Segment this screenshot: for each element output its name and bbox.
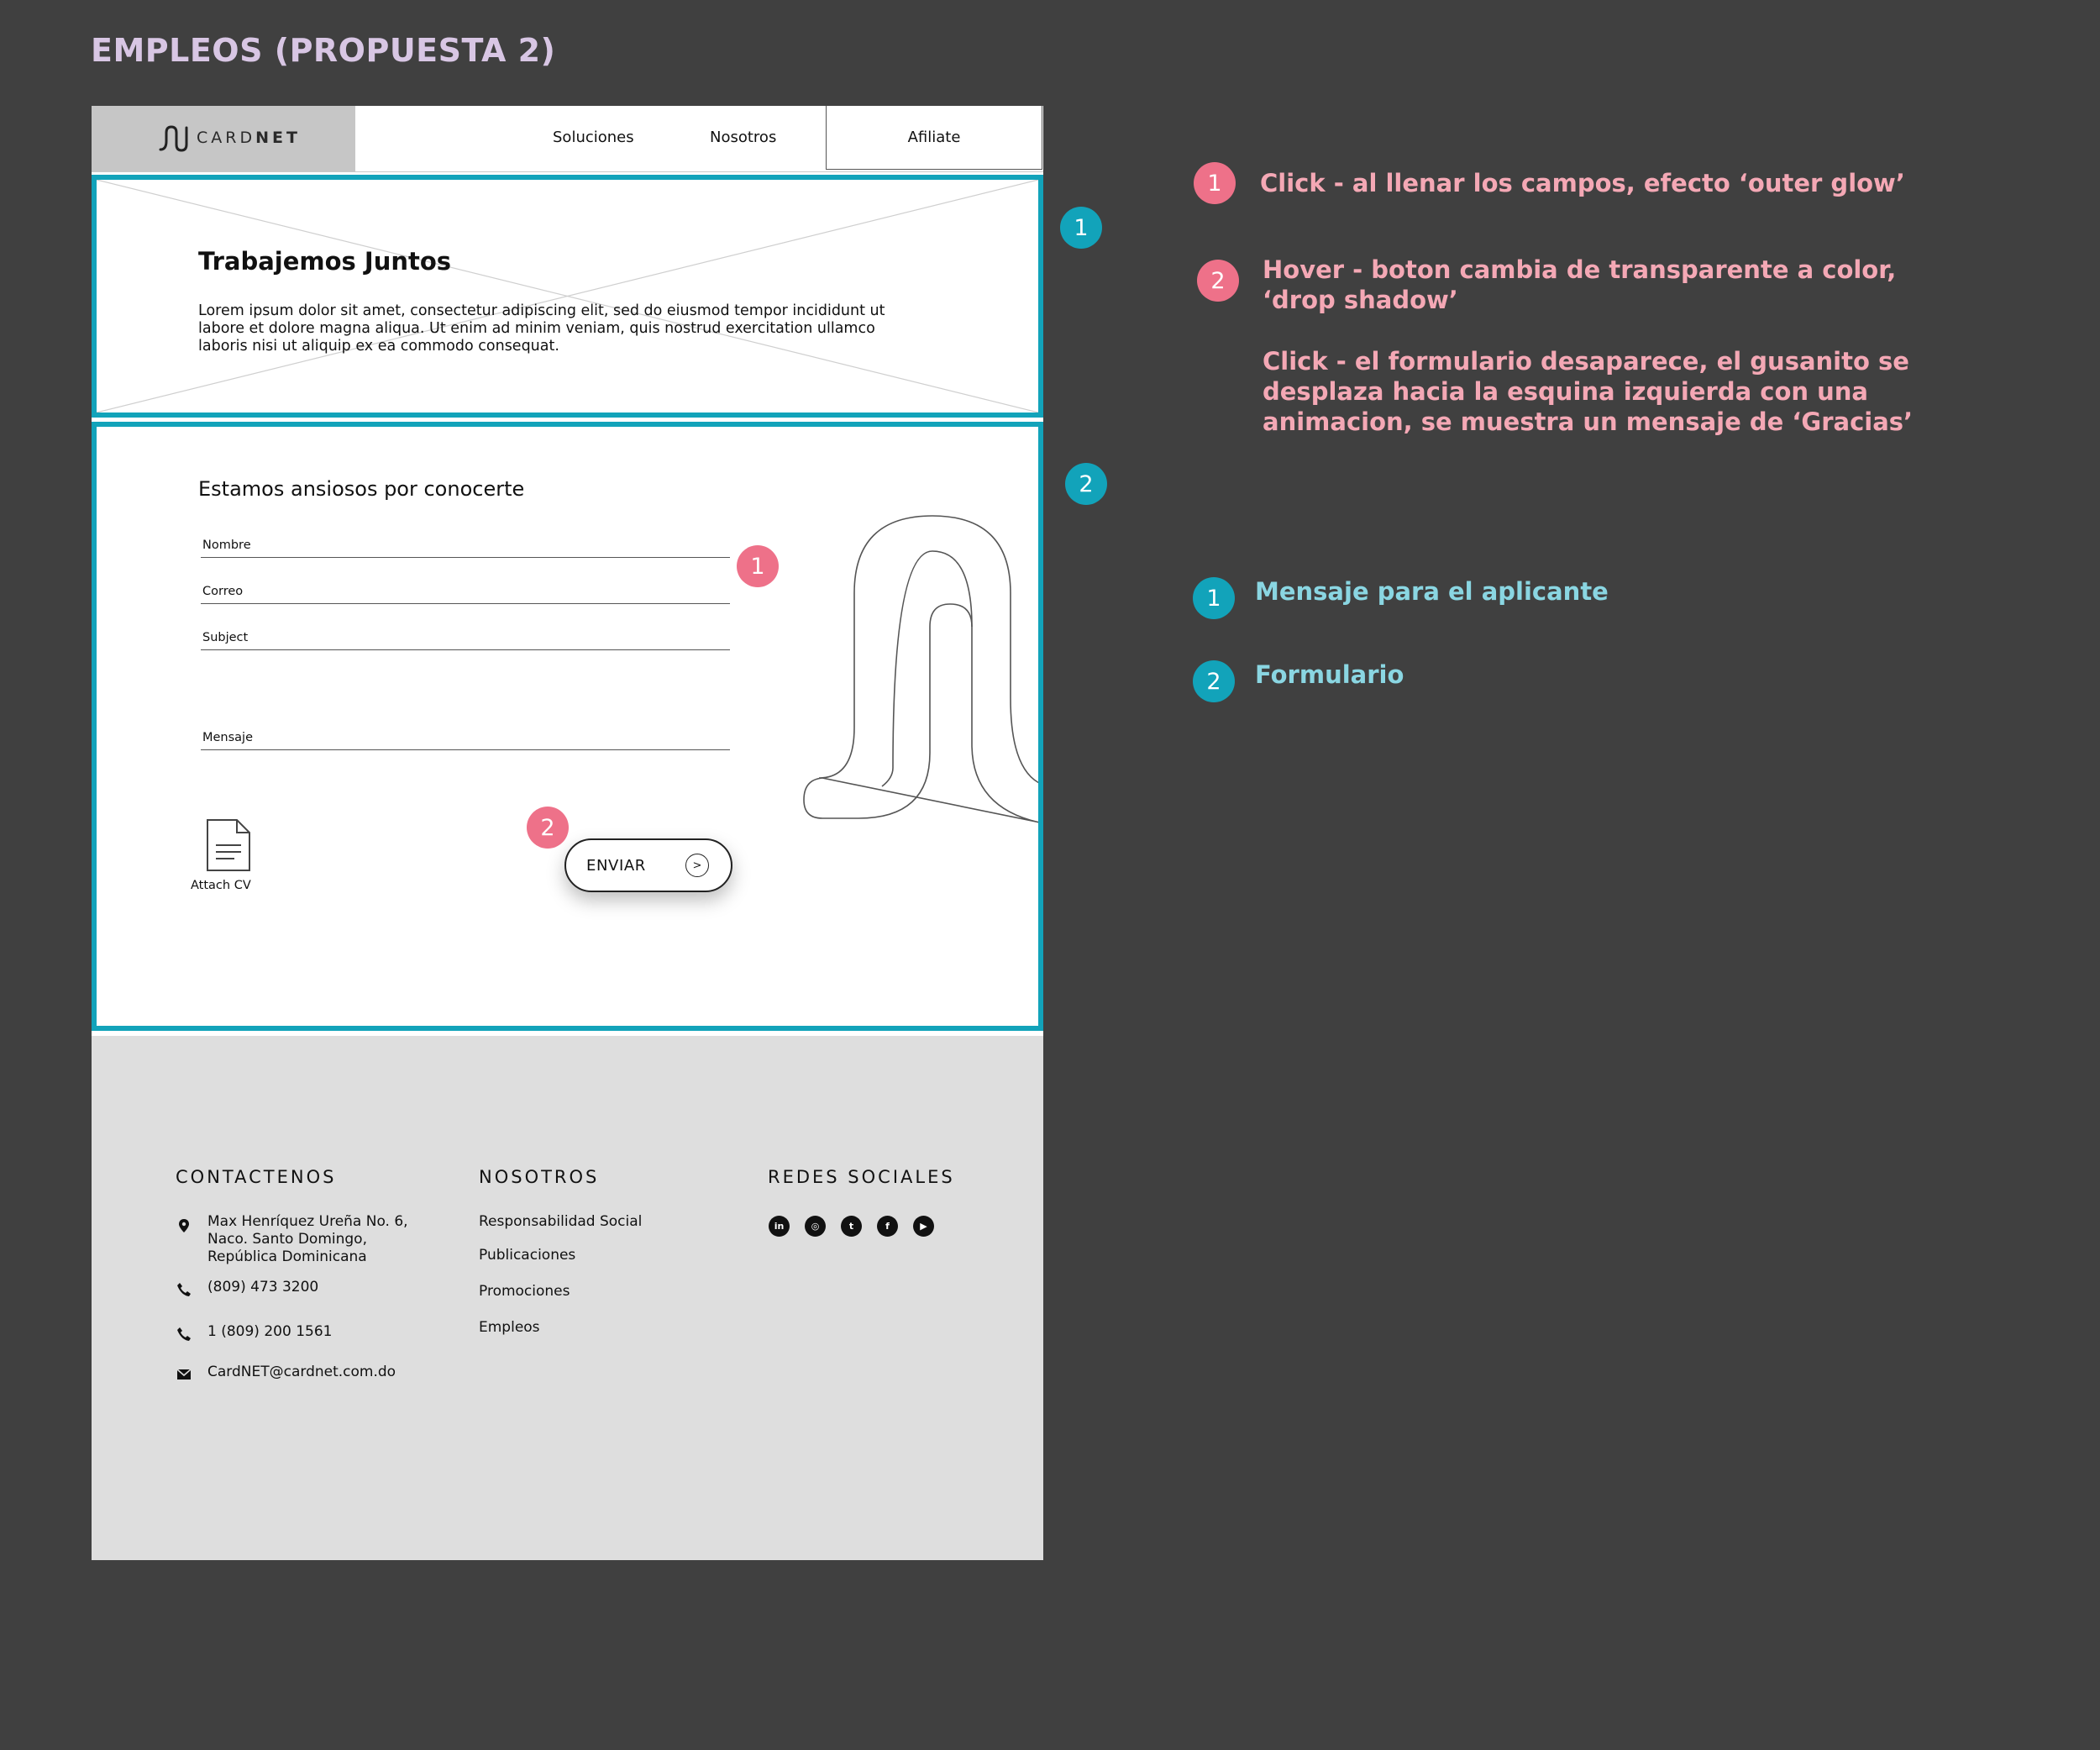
footer-link-responsabilidad[interactable]: Responsabilidad Social — [479, 1213, 643, 1230]
footer-link-empleos[interactable]: Empleos — [479, 1319, 540, 1336]
correo-label: Correo — [202, 585, 244, 598]
interaction-note-1: Click - al llenar los campos, efecto ‘outer glow’ — [1260, 169, 1905, 197]
nombre-field[interactable] — [201, 519, 730, 558]
interaction-note-2-hover: Hover - boton cambia de transparente a color, ‘drop shadow’ — [1263, 255, 1897, 314]
hero-section — [92, 175, 1043, 418]
logo-wordmark: CARDNET — [197, 129, 301, 147]
address-line-1: Max Henríquez Ureña No. 6, — [207, 1213, 408, 1230]
cardnet-logo-icon — [158, 124, 192, 153]
document-icon[interactable] — [205, 818, 252, 872]
attach-cv-label[interactable]: Attach CV — [191, 879, 251, 892]
footer-about-heading: NOSOTROS — [479, 1167, 600, 1187]
location-pin-icon — [176, 1218, 192, 1233]
contact-email[interactable]: CardNET@cardnet.com.do — [207, 1364, 396, 1380]
nav-link-soluciones[interactable]: Soluciones — [553, 129, 634, 146]
section-note-2: Formulario — [1255, 660, 1404, 689]
annotation-badge-pink-2: 2 — [527, 807, 569, 849]
footer — [92, 1036, 1043, 1560]
nav-link-nosotros[interactable]: Nosotros — [710, 129, 777, 146]
enviar-label: ENVIAR — [586, 856, 646, 875]
instagram-icon[interactable]: ◎ — [805, 1216, 826, 1237]
phone-icon — [176, 1327, 192, 1342]
twitter-icon[interactable]: t — [841, 1216, 862, 1237]
enviar-button[interactable] — [564, 838, 732, 892]
linkedin-icon[interactable]: in — [769, 1216, 790, 1237]
hero-title: Trabajemos Juntos — [198, 247, 452, 276]
mensaje-field[interactable] — [201, 679, 730, 750]
mail-icon — [176, 1367, 192, 1382]
phone-1[interactable]: (809) 473 3200 — [207, 1279, 319, 1295]
note-badge-pink-1: 1 — [1194, 162, 1236, 204]
form-title: Estamos ansiosos por conocerte — [198, 477, 525, 501]
youtube-icon[interactable]: ▶ — [913, 1216, 934, 1237]
nav-afiliate-button[interactable]: Afiliate — [826, 106, 1042, 170]
note-badge-teal-2: 2 — [1193, 660, 1235, 702]
image-placeholder — [97, 180, 1038, 413]
hero-body: Lorem ipsum dolor sit amet, consectetur adipiscing elit, sed do eiusmod tempor incididunt ut labore et dolore magna aliqua. Ut enim ad minim veniam, quis nostrud exercitation ullamco laboris nisi ut aliquip ex ea commodo consequat. — [198, 302, 885, 355]
wireframe-page — [92, 106, 1043, 1560]
arrow-right-icon: > — [685, 854, 709, 877]
annotation-badge-pink-1: 1 — [737, 545, 779, 587]
address-line-3: República Dominicana — [207, 1248, 367, 1265]
footer-link-promociones[interactable]: Promociones — [479, 1283, 570, 1300]
note-badge-teal-1: 1 — [1193, 577, 1235, 619]
worm-illustration — [794, 501, 1043, 837]
footer-link-publicaciones[interactable]: Publicaciones — [479, 1247, 576, 1264]
page-heading: EMPLEOS (PROPUESTA 2) — [91, 32, 556, 69]
logo-area[interactable] — [92, 106, 355, 171]
section-badge-1: 1 — [1060, 207, 1102, 249]
correo-field[interactable] — [201, 565, 730, 604]
facebook-icon[interactable]: f — [877, 1216, 898, 1237]
phone-icon — [176, 1282, 192, 1297]
subject-field[interactable] — [201, 612, 730, 650]
footer-contact-heading: CONTACTENOS — [176, 1167, 337, 1187]
phone-2[interactable]: 1 (809) 200 1561 — [207, 1323, 333, 1340]
top-nav — [92, 106, 1043, 172]
note-badge-pink-2: 2 — [1197, 260, 1239, 302]
subject-label: Subject — [202, 631, 249, 644]
form-section — [92, 422, 1043, 1031]
section-badge-2: 2 — [1065, 463, 1107, 505]
section-note-1: Mensaje para el aplicante — [1255, 577, 1609, 606]
footer-social-heading: REDES SOCIALES — [768, 1167, 955, 1187]
address-line-2: Naco. Santo Domingo, — [207, 1231, 367, 1248]
interaction-note-2-click: Click - el formulario desaparece, el gusanito se desplaza hacia la esquina izquierda con una animacion, se muestra un mensaje de ‘Gracias’ — [1263, 347, 1914, 436]
nombre-label: Nombre — [202, 539, 251, 552]
mensaje-label: Mensaje — [202, 731, 254, 744]
